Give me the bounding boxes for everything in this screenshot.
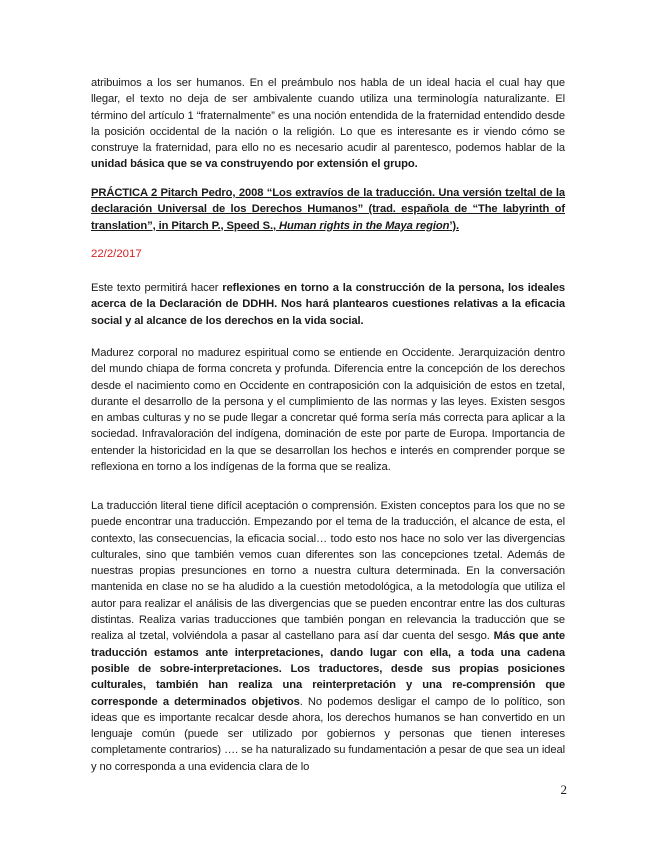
paragraph-intro xyxy=(91,280,565,329)
paragraph-text: atribuimos a los ser humanos. En el preámbulo nos habla de un ideal hacia el cual hay que llegar, el texto no deja de ser ambivalente cuando utiliza una terminología naturalizante. El término del artículo 1 “fraternalmente” es una noción entendida de la fraternidad entendido desde la posición occidental de la nación o la religión. Lo que es interesante es ir viendo cómo se construye la fraternidad, para ello no es necesario acudir al parentesco, podemos hablar de la xyxy=(91,77,565,155)
bold-text: unidad básica que se va construyendo por extensión el grupo. xyxy=(91,158,418,171)
paragraph-text: La traducción literal tiene difícil aceptación o comprensión. Existen conceptos para los que no se puede encontrar una traducción. Empezando por el tema de la traducción, el alcance de esta, el contexto, las consecuencias, la eficacia social… todo esto nos hace no solo ver las divergencias culturales, sino que también vemos cuan diferentes son las concepciones tzetal. Además de nuestras propias presunciones en torno a nuestra cultura determinada. En la conversación mantenida en clase no se ha aludido a la cuestión metodológica, a la metodología que utiliza el autor para realizar el análisis de las divergencias que se pueden encontrar entre las dos culturas distintas. Realiza varias traducciones que también pongan en relevancia la traducción que se realiza al tzetal, volviéndola a pasar al castellano para así dar cuenta del sesgo. xyxy=(91,500,565,643)
practice-heading xyxy=(91,185,565,234)
bold-text: Más que ante traducción estamos ante interpretaciones, dando lugar con ella, a toda una cadena posible de sobre-interpretaciones. Los traductores, desde sus propias posiciones culturales, también han realiza una reinterpretación y una re-comprensión que corresponde a determinados objetivos xyxy=(91,630,565,708)
paragraph-maturity: Madurez corporal no madurez espiritual como se entiende en Occidente. Jerarquización dentro del mundo chiapa de forma concreta y profunda. Diferencia entre la concepción de los derechos desde el nacimiento como en Occidente en contraposición con la adquisición de estos en tzetal, durante el desarrollo de la persona y el cumplimiento de las normas y las leyes. Existen sesgos en ambas culturas y no se pude llegar a concretar qué forma sería más correcta para aplicar a la sociedad. Infravaloración del indígena, dominación de este por parte de Europa. Importancia de entender la historicidad en la que se desarrollan los hechos e interés en comprender porque se reflexiona en torno a los indígenas de la forma que se realiza. xyxy=(91,347,565,474)
heading-italic: Human rights in the Maya region xyxy=(279,219,450,232)
bold-text: reflexiones en torno a la construcción de la persona, los ideales acerca de la Declaración de DDHH. Nos hará plantearos cuestiones relativas a la eficacia social y al alcance de los derechos en la vida social. xyxy=(91,282,565,327)
paragraph-text: Este texto permitirá hacer xyxy=(91,282,223,294)
session-date: 22/2/2017 xyxy=(91,248,142,260)
page-number: 2 xyxy=(560,782,567,797)
heading-end: ’). xyxy=(449,219,459,232)
paragraph-text-end: . No podemos desligar el campo de lo político, son ideas que es importante recalcar desde ahora, los derechos humanos se han convertido en un lenguaje común (puede ser utilizado por gobiernos y personas que tienen intereses completamente contrarios) …. se ha naturalizado su fundamentación a pesar de que sea un ideal y no corresponda a una evidencia clara de lo xyxy=(91,695,565,773)
paragraph-translation xyxy=(91,498,565,775)
heading-text: PRÁCTICA 2 Pitarch Pedro, 2008 “Los extravíos de la traducción. Una versión tzeltal de la declaración Universal de los Derechos Humanos” (trad. española de “The labyrinth of translation”, in Pitarch P., Speed S., xyxy=(91,187,565,232)
paragraph-fraternity xyxy=(91,75,565,173)
